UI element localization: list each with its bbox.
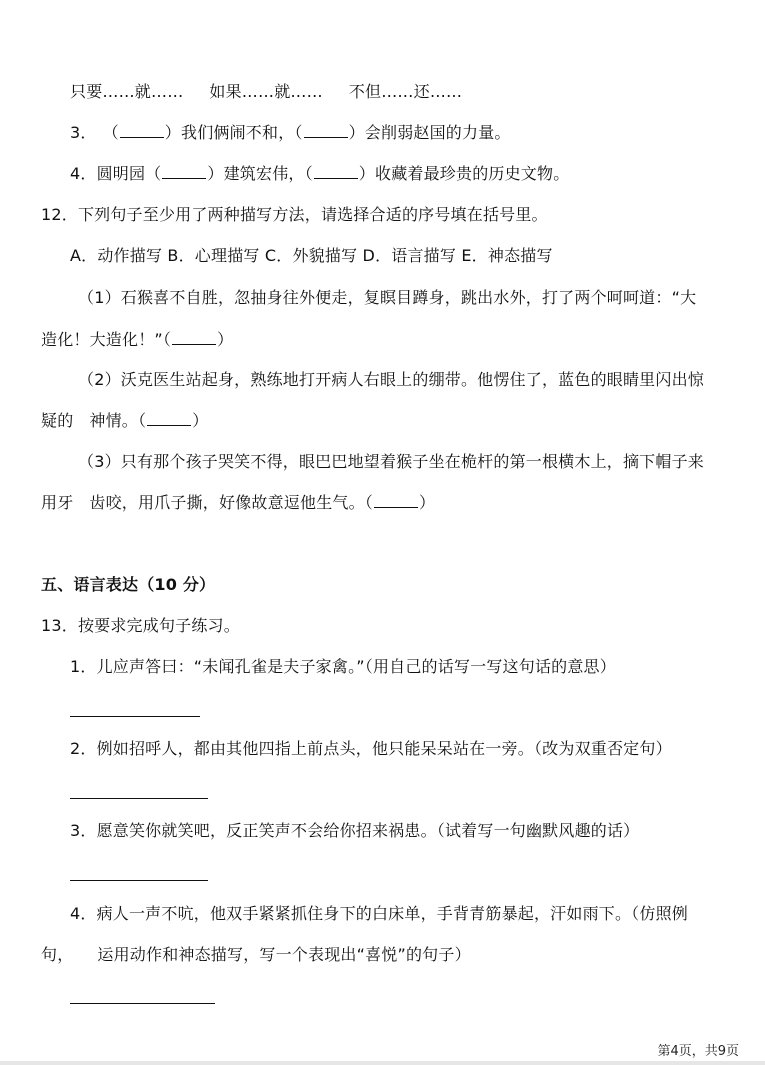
q13-stem: 13．按要求完成句子练习。 <box>41 616 240 635</box>
answer-blank[interactable] <box>147 411 191 426</box>
conjunction-pair-2: 如果……就…… <box>209 82 323 101</box>
answer-line[interactable] <box>70 798 208 799</box>
q12-stem: 12．下列句子至少用了两种描写方法，请选择合适的序号填在括号里。 <box>41 205 548 224</box>
q11-item-4: 4．圆明园（ ）建筑宏伟，（ ）收藏着最珍贵的历史文物。 <box>70 164 570 183</box>
answer-line[interactable] <box>70 716 200 717</box>
q13-item-1: 1．儿应声答曰：“未闻孔雀是夫子家禽。”（用自己的话写一写这句话的意思） <box>70 657 616 676</box>
q12-options: A．动作描写 B．心理描写 C．外貌描写 D．语言描写 E．神态描写 <box>70 246 553 265</box>
conjunction-pair-3: 不但……还…… <box>348 82 463 101</box>
fill-blank[interactable] <box>304 123 348 138</box>
section-5-title: 五、语言表达（10 分） <box>41 575 216 594</box>
fill-blank[interactable] <box>120 123 164 138</box>
q13-item-3: 3．愿意笑你就笑吧，反正笑声不会给你招来祸患。（试着写一句幽默风趣的话） <box>70 821 640 840</box>
q13-item-2: 2．例如招呼人，都由其他四指上前点头，他只能呆呆站在一旁。（改为双重否定句） <box>70 739 672 758</box>
fill-blank[interactable] <box>314 164 358 179</box>
answer-line[interactable] <box>70 1003 215 1004</box>
answer-line[interactable] <box>70 880 208 881</box>
answer-blank[interactable] <box>374 493 418 508</box>
q11-item-3: 3． （ ）我们俩闹不和，（ ）会削弱赵国的力量。 <box>70 123 511 142</box>
page-bottom-divider <box>0 1061 765 1065</box>
conjunction-pair-1: 只要……就…… <box>70 82 184 101</box>
q13-item-4-line-2: 句， 运用动作和神态描写，写一个表现出“喜悦”的句子） <box>41 945 471 964</box>
conjunction-options <box>70 82 462 102</box>
page-number: 第4页，共9页 <box>657 1044 739 1059</box>
q12-sentence-3-line-2: 用牙 齿咬，用爪子撕，好像故意逗他生气。（ ） <box>41 493 436 512</box>
q12-sentence-2-line-2: 疑的 神情。（ ） <box>41 411 209 430</box>
q13-item-4-line-1: 4．病人一声不吭，他双手紧紧抓住身下的白床单，手背青筋暴起，汗如雨下。（仿照例 <box>70 904 688 923</box>
answer-blank[interactable] <box>172 330 216 345</box>
q12-sentence-1-line-1: （1）石猴喜不自胜，忽抽身往外便走，复瞑目蹲身，跳出水外，打了两个呵呵道：“大 <box>78 288 697 307</box>
fill-blank[interactable] <box>162 164 206 179</box>
q12-sentence-2-line-1: （2）沃克医生站起身，熟练地打开病人右眼上的绷带。他愣住了，蓝色的眼睛里闪出惊 <box>78 370 704 389</box>
q12-sentence-3-line-1: （3）只有那个孩子哭笑不得，眼巴巴地望着猴子坐在桅杆的第一根横木上，摘下帽子来 <box>78 452 704 471</box>
q12-sentence-1-line-2: 造化！大造化！”（ ） <box>41 330 234 349</box>
